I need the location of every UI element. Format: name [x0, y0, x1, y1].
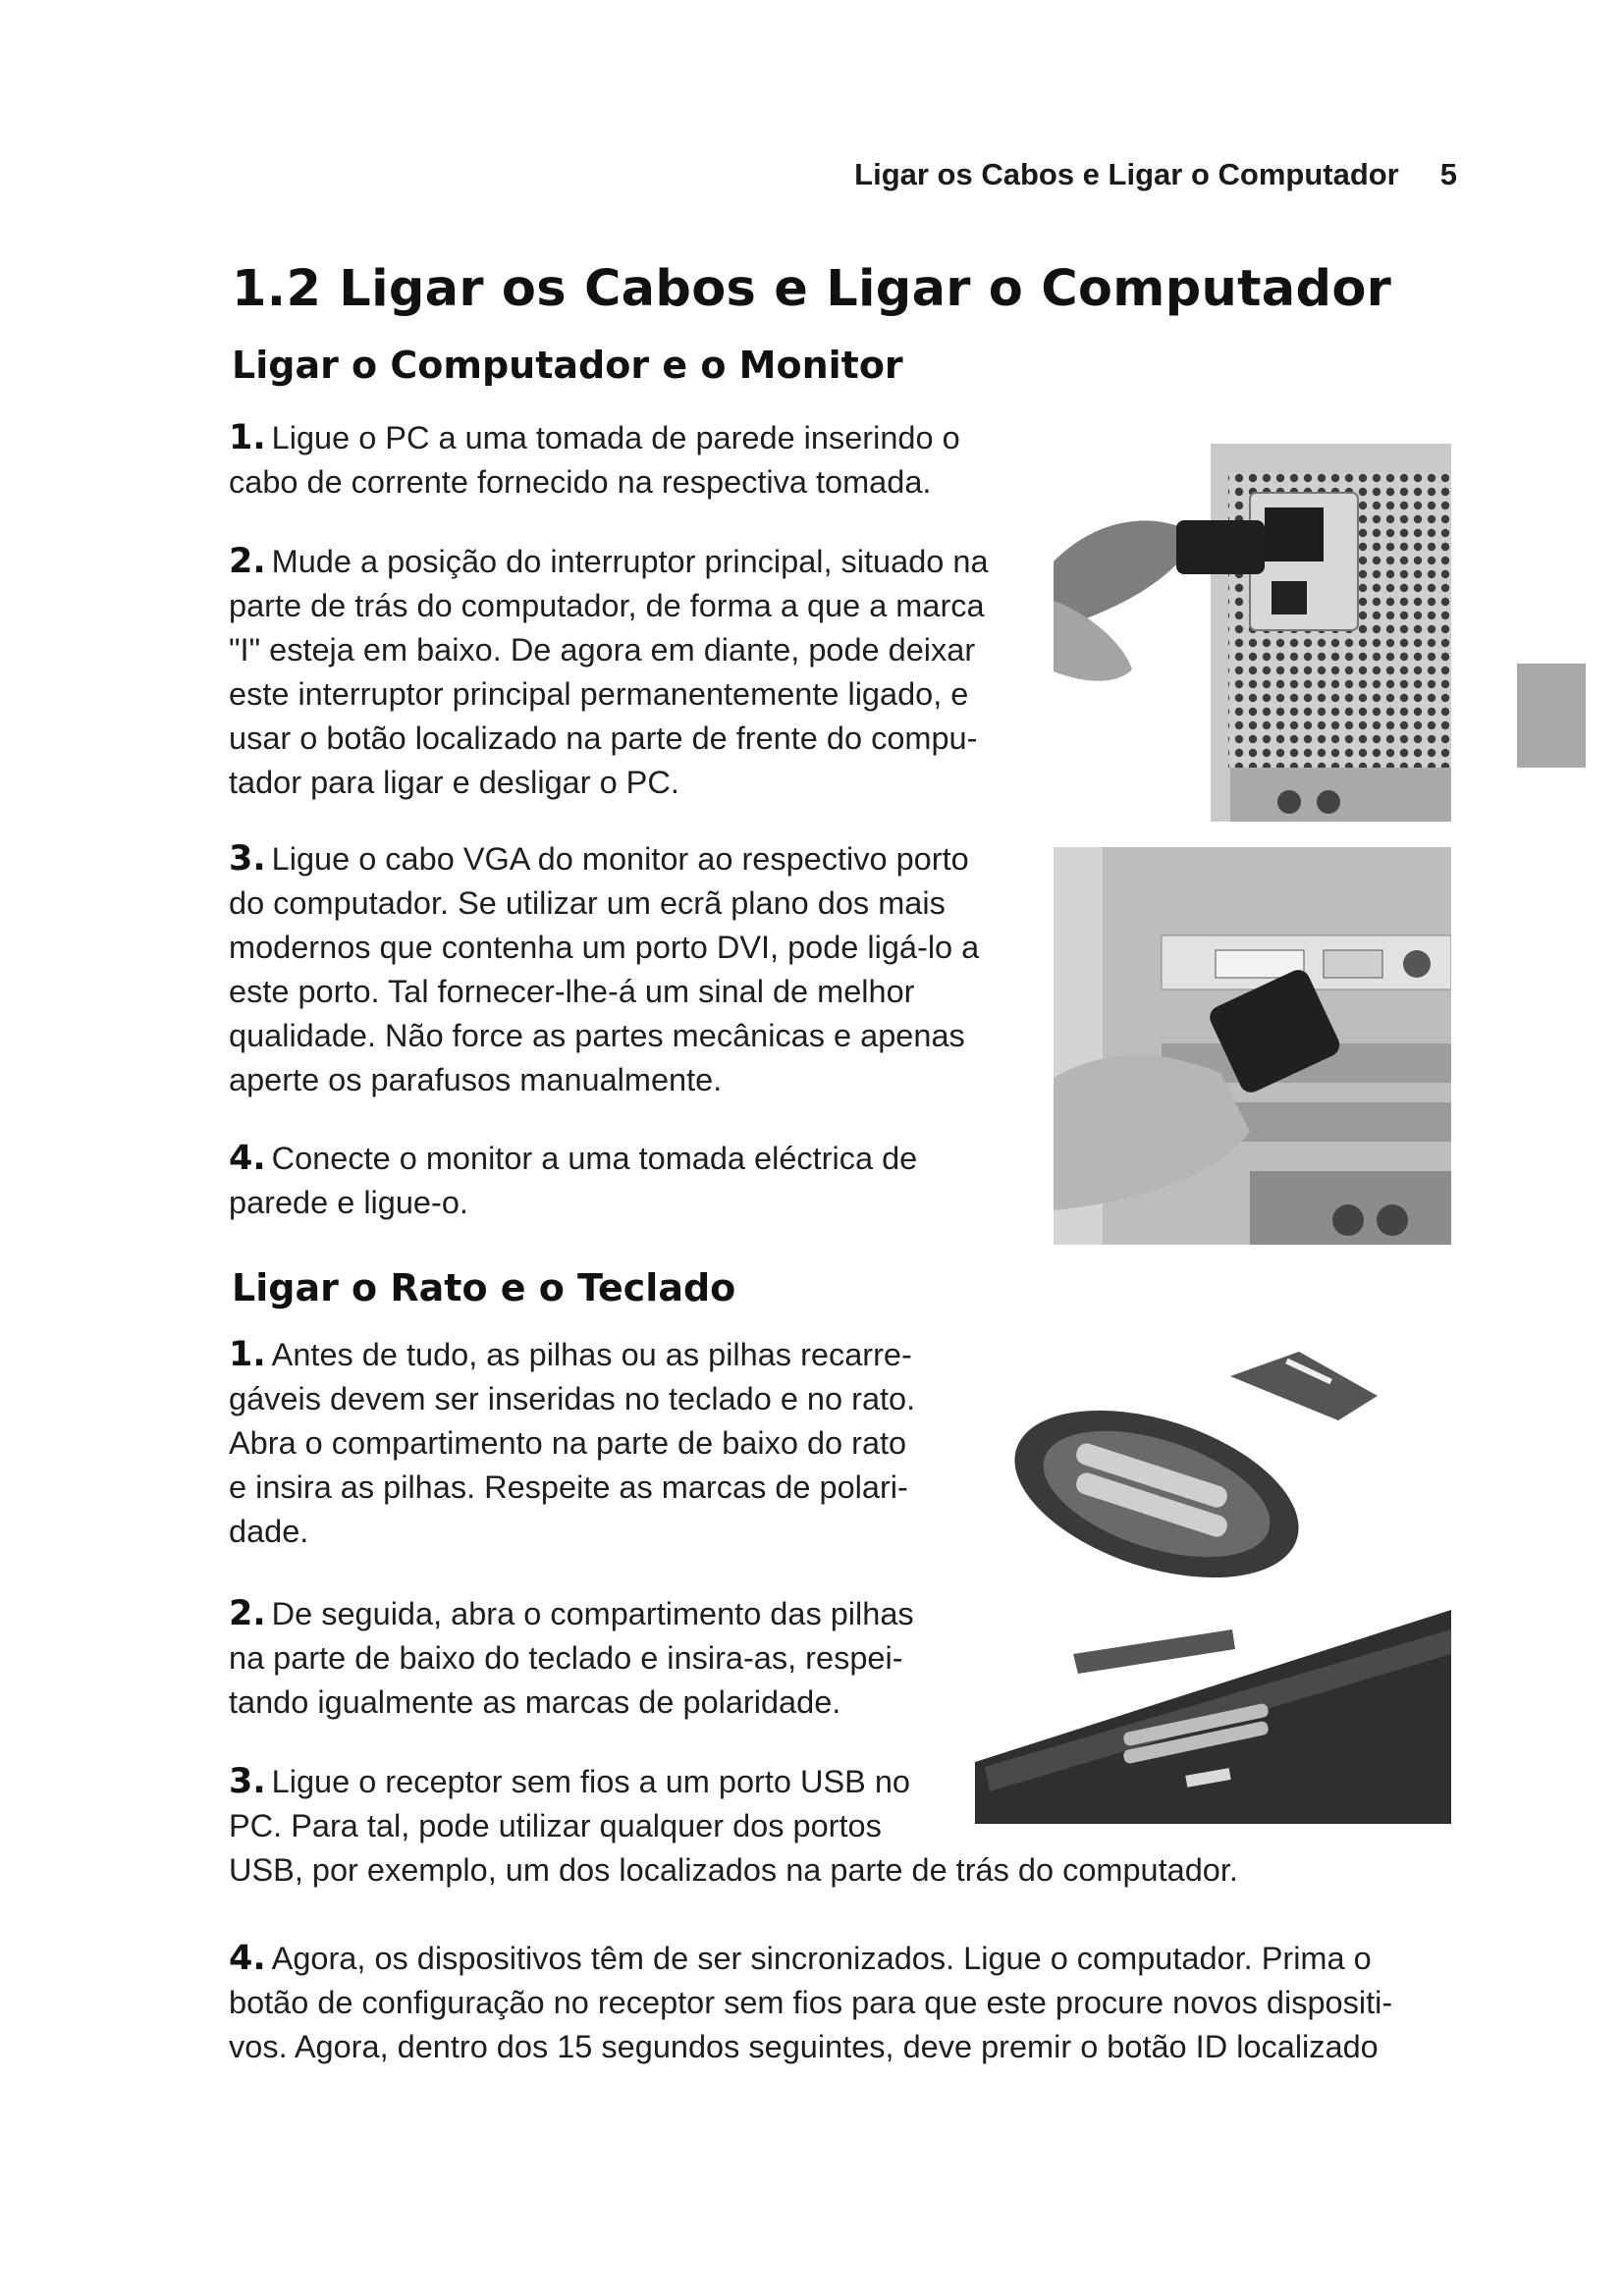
heading-computer-monitor: Ligar o Computador e o Monitor [232, 344, 903, 387]
mouse-step-3: 3. Ligue o receptor sem fios a um porto USB no PC. Para tal, pode utilizar qualquer dos portos USB, por exemplo, um dos localizados na parte de trás do computador. [229, 1762, 1238, 1888]
step-number: 1. [229, 1335, 266, 1374]
step-number: 2. [229, 542, 266, 581]
monitor-step-3: 3. Ligue o cabo VGA do monitor ao respectivo porto do computador. Se utilizar um ecrã plano dos mais modernos que contenha um porto DVI, pode ligá-lo a este porto. Tal fornecer-lhe-á um sinal de melhor qualidade. Não force as partes mecânicas e apenas aperte os parafusos manualmente. [229, 839, 980, 1097]
step-number: 2. [229, 1594, 266, 1633]
step-number: 3. [229, 1762, 266, 1801]
power-cable-photo [1054, 444, 1451, 822]
keyboard-batteries-photo [975, 1610, 1451, 1824]
chapter-thumb-tab [1517, 664, 1586, 768]
monitor-step-2: 2. Mude a posição do interruptor principal, situado na parte de trás do computador, de forma a que a marca "I" esteja em baixo. De agora em diante, pode deixar este interruptor principal permanentemente ligado, e usar o botão localizado na parte de frente do compu- tador para ligar e desligar o PC. [229, 542, 989, 800]
step-number: 1. [229, 418, 266, 457]
section-title: 1.2 Ligar os Cabos e Ligar o Computador [232, 260, 1392, 318]
mouse-step-4: 4. Agora, os dispositivos têm de ser sincronizados. Ligue o computador. Prima o botão de configuração no receptor sem fios para que este procure novos dispositi- vos. Agora, dentro dos 15 segundos seguintes, deve premir o botão ID localizado [229, 1939, 1393, 2064]
heading-mouse-keyboard: Ligar o Rato e o Teclado [232, 1266, 736, 1309]
running-header [854, 157, 1457, 192]
monitor-step-4: 4. Conecte o monitor a uma tomada eléctrica de parede e ligue-o. [229, 1139, 918, 1220]
step-number: 3. [229, 839, 266, 879]
step-number: 4. [229, 1939, 266, 1978]
mouse-batteries-photo [1014, 1347, 1392, 1597]
vga-cable-photo [1054, 847, 1451, 1245]
mouse-step-2: 2. De seguida, abra o compartimento das pilhas na parte de baixo do teclado e insira-as, respei- tando igualmente as marcas de polaridade. [229, 1594, 914, 1720]
page-number: 5 [1439, 157, 1457, 191]
step-number: 4. [229, 1139, 266, 1178]
monitor-step-1: 1. Ligue o PC a uma tomada de parede inserindo o cabo de corrente fornecido na respectiva tomada. [229, 418, 960, 500]
running-title: Ligar os Cabos e Ligar o Computador [854, 157, 1399, 191]
mouse-step-1: 1. Antes de tudo, as pilhas ou as pilhas recarre- gáveis devem ser inseridas no teclado e no rato. Abra o compartimento na parte de baixo do rato e insira as pilhas. Respeite as marcas de polari- dade. [229, 1335, 916, 1549]
